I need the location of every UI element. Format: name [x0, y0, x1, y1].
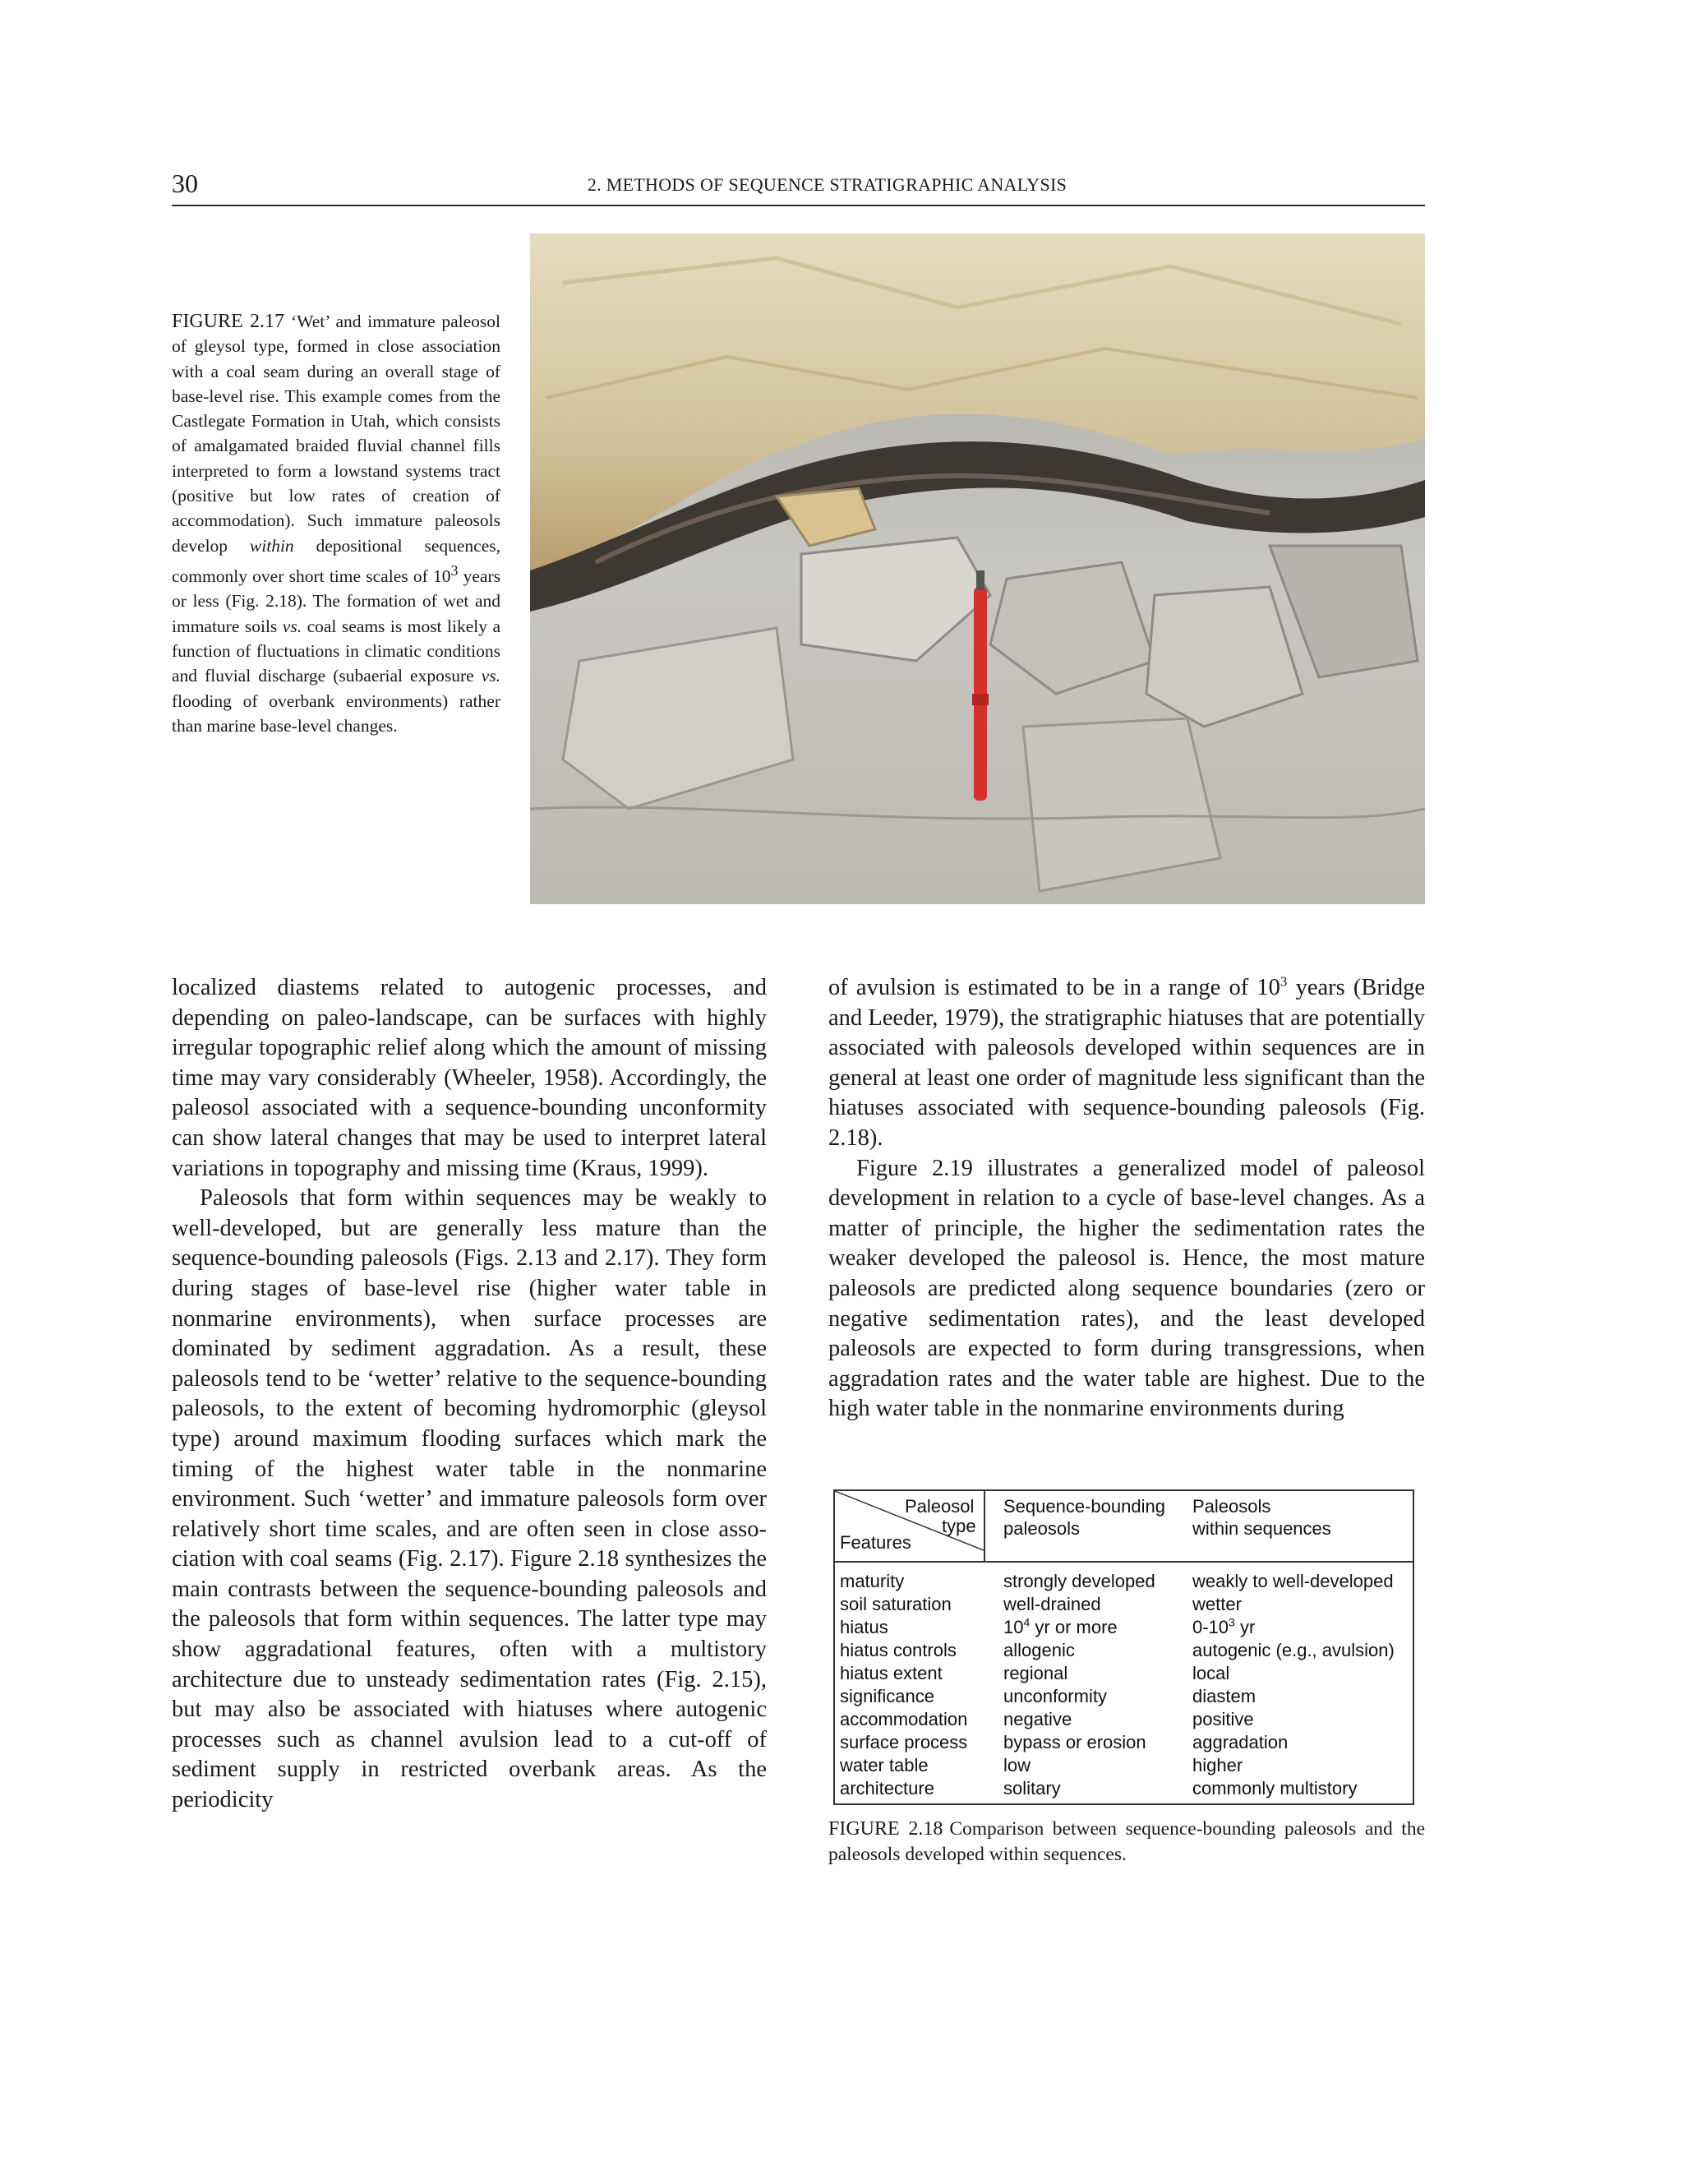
row-within: aggradation: [1192, 1732, 1289, 1752]
body-paragraph: Paleosols that form within sequences may be weakly to well-developed, but are generally less mature than the sequence-bounding paleosols (Figs. 2.13 and 2.17). They form during stages of base-level rise (higher water table in nonmarine environments), when surface processes are dominated by sediment aggradation. As a result, these paleosols tend to be ‘wetter’ relative to the sequence-bounding paleosols, to the extent of becoming hydromorphic (gleysol type) around maximum flooding surfaces which mark the timing of the highest water table in the nonmarine environment. Such ‘wetter’ and immature paleosols form over relatively short time scales, and are often seen in close association with coal seams (Fig. 2.17). Figure 2.18 synthesizes the main contrasts between the sequence-bounding paleosols and the paleosols that form within sequences. The latter type may show aggradational features, often with a multistory architecture due to unsteady sedimentation rates (Fig. 2.15), but may also be associated with hiatuses where autogenic processes such as channel avulsion lead to a cut-off of sediment supply in restricted overbank areas. As the periodicity: [172, 1185, 767, 1813]
figure-2-17-caption: [172, 309, 500, 738]
row-feature: maturity: [840, 1571, 905, 1591]
row-feature: accommodation: [840, 1709, 968, 1729]
caption-superscript: 3: [450, 561, 459, 579]
row-within: diastem: [1192, 1686, 1256, 1706]
table-row: [835, 1617, 1413, 1640]
row-feature: hiatus controls: [840, 1640, 957, 1660]
body-left-column: [172, 973, 767, 1816]
caption-text: coal seams is most likely a function of fluctuations in climatic conditions and fluvial discharge (subaerial exposure: [172, 616, 500, 686]
column-header-within-2: within sequences: [1192, 1518, 1331, 1539]
corner-header-type-1: Paleosol: [905, 1496, 975, 1517]
table-row: [835, 1571, 1413, 1594]
paragraph-text: years (Bridge and Leeder, 1979), the stratigraphic hiatuses that are potentially associated with paleosols developed within sequences are in general at least one order of magnitude less significant than the hiatuses associated with sequence-bounding paleosols (Fig. 2.18).: [828, 975, 1425, 1151]
caption-text: years or less (Fig. 2.18). The formation of wet and immature soils: [172, 566, 500, 636]
table-row: [835, 1663, 1413, 1686]
page-header: [172, 167, 1425, 206]
caption-text: Comparison between sequence-bounding paleosols and the paleosols developed within sequences.: [828, 1818, 1426, 1865]
row-within: autogenic (e.g., avulsion): [1192, 1640, 1395, 1660]
body-paragraph: [828, 973, 1425, 1154]
value-base: 10: [1003, 1617, 1024, 1637]
row-bounding: regional: [1003, 1663, 1068, 1683]
row-feature: surface process: [840, 1732, 968, 1752]
table-row: [835, 1732, 1413, 1755]
figure-2-17-label: FIGURE 2.17: [172, 311, 284, 332]
header-column-divider: [984, 1491, 985, 1561]
value-base: 0-10: [1192, 1617, 1229, 1637]
table-row: [835, 1778, 1413, 1801]
row-bounding: low: [1003, 1755, 1031, 1775]
table-row: [835, 1594, 1413, 1617]
caption-text: depositional sequences, commonly over short time scales of 10: [172, 535, 500, 587]
corner-header-features: Features: [840, 1532, 911, 1553]
row-within: weakly to well-developed: [1192, 1571, 1394, 1591]
table-row: [835, 1755, 1413, 1778]
value-rest: yr or more: [1030, 1617, 1118, 1637]
body-paragraph: Figure 2.19 illustrates a generalized model of paleosol development in relation to a cycle of base-level changes. As a matter of principle, the higher the sedimentation rates the weaker developed the paleosol is. Hence, the most mature paleosols are predicted along sequence boundaries (zero or negative sedimentation rates), and the least developed paleosols are expected to form during transgressions, when aggradation rates and the water table are highest. Due to the high water table in the nonmarine environments during: [828, 1155, 1425, 1422]
header-row-divider: [835, 1561, 1413, 1563]
row-within: [1192, 1617, 1255, 1638]
value-exponent: 4: [1023, 1615, 1031, 1629]
outcrop-photo: [530, 233, 1425, 904]
row-bounding: [1003, 1617, 1118, 1638]
table-row: [835, 1709, 1413, 1732]
row-feature: water table: [840, 1755, 929, 1775]
corner-header-type-2: type: [942, 1516, 976, 1536]
figure-2-18-caption: [828, 1817, 1425, 1868]
row-bounding: solitary: [1003, 1778, 1061, 1798]
row-feature: architecture: [840, 1778, 934, 1798]
caption-italic: vs.: [481, 666, 500, 686]
row-bounding: allogenic: [1003, 1640, 1075, 1660]
row-bounding: well-drained: [1003, 1594, 1101, 1614]
row-within: wetter: [1192, 1594, 1242, 1614]
paragraph-text: of avulsion is estimated to be in a range of 10: [828, 975, 1280, 1000]
value-exponent: 3: [1229, 1615, 1235, 1629]
row-bounding: unconformity: [1003, 1686, 1107, 1706]
value-rest: yr: [1234, 1617, 1256, 1637]
table-row: [835, 1640, 1413, 1663]
running-head: 2. METHODS OF SEQUENCE STRATIGRAPHIC ANALYSIS: [587, 174, 1067, 195]
row-bounding: negative: [1003, 1709, 1072, 1729]
caption-italic: vs.: [282, 616, 302, 636]
body-paragraph: localized diastems related to autogenic processes, and depending on paleo-landscape, can be surfaces with highly irregular topographic relief along which the amount of missing time may vary considerably (Wheeler, 1958). Accordingly, the paleosol associated with a sequence-bounding unconformity can show lateral changes that may be used to interpret lateral variations in topography and missing time (Kraus, 1999).: [172, 975, 767, 1181]
table-row: [835, 1686, 1413, 1709]
caption-italic: within: [249, 535, 294, 556]
superscript: 3: [1280, 973, 1288, 990]
row-feature: soil saturation: [840, 1594, 952, 1614]
column-header-bounding-2: paleosols: [1003, 1518, 1080, 1539]
row-feature: significance: [840, 1686, 934, 1706]
row-feature: hiatus extent: [840, 1663, 943, 1683]
row-bounding: bypass or erosion: [1003, 1732, 1146, 1752]
caption-text: flooding of overbank environments) rather than marine base-level changes.: [172, 690, 500, 736]
page-number: 30: [172, 169, 198, 198]
row-within: higher: [1192, 1755, 1243, 1775]
row-within: commonly multistory: [1192, 1778, 1358, 1798]
row-within: positive: [1192, 1709, 1254, 1729]
row-bounding: strongly developed: [1003, 1571, 1155, 1591]
comparison-table: [833, 1489, 1414, 1805]
outcrop-photo-drawing: [530, 233, 1425, 904]
column-header-bounding-1: Sequence-bounding: [1003, 1496, 1165, 1517]
row-within: local: [1192, 1663, 1230, 1683]
row-feature: hiatus: [840, 1617, 888, 1637]
figure-2-18-label: FIGURE 2.18: [828, 1818, 943, 1840]
body-right-column: [828, 973, 1425, 1424]
caption-text: ‘Wet’ and immature paleosol of gleysol type, formed in close association with a coal seam during an overall stage of base-level rise. This example comes from the Castlegate Formation in Utah, which consists of amalgamated braided fluvial channel fills interpreted to form a lowstand systems tract (positive but low rates of creation of accommodation). Such immature paleosols develop: [172, 312, 500, 556]
column-header-within-1: Paleosols: [1192, 1496, 1271, 1517]
